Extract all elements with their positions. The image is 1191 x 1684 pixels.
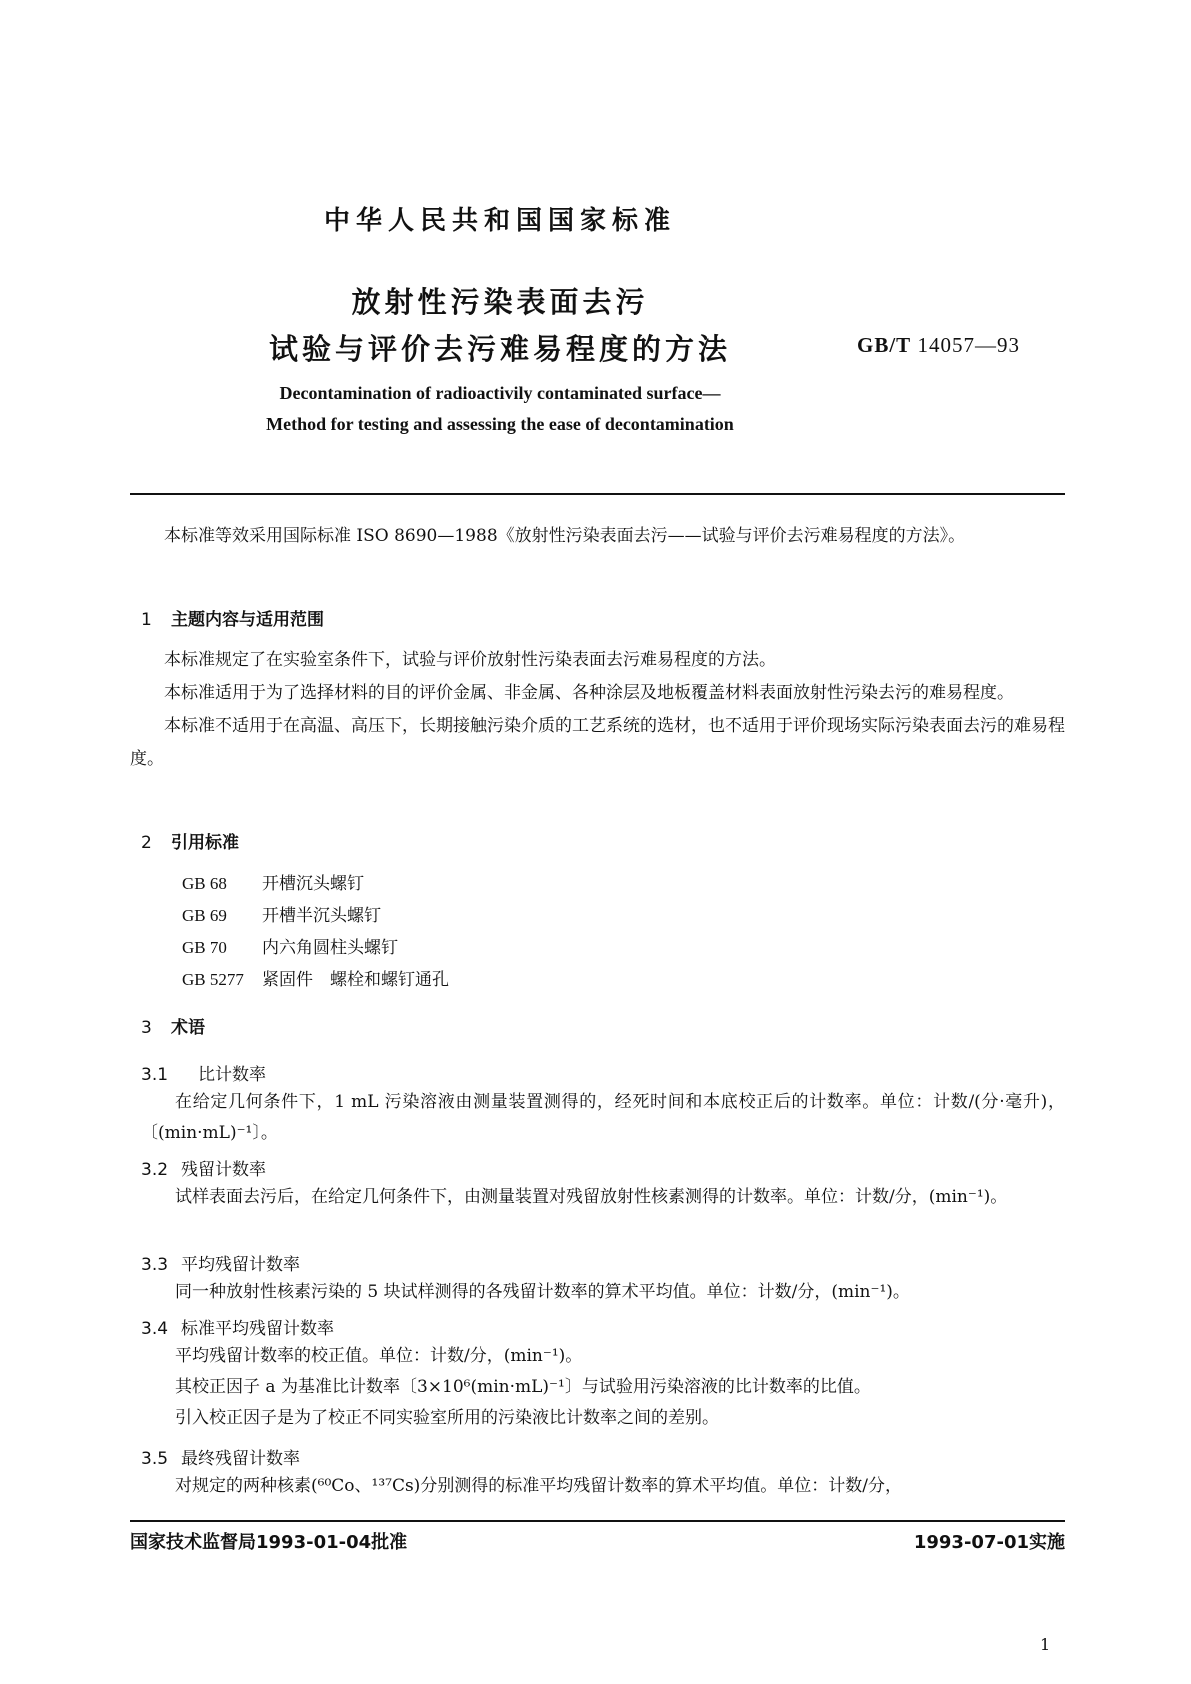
term-3-4-definition — [141, 1341, 1065, 1434]
term-3-5-definition — [141, 1471, 1065, 1502]
term-name: 比计数率 — [198, 1065, 266, 1085]
definition-text: 其校正因子 a 为基准比计数率〔3×10⁶(min·mL)⁻¹〕与试验用污染溶液的比计数率的比值。 — [175, 1377, 871, 1397]
reference-item — [182, 932, 449, 964]
standard-title-line1: 放射性污染表面去污 — [351, 285, 649, 319]
paragraph: 本标准规定了在实验室条件下，试验与评价放射性污染表面去污难易程度的方法。 — [164, 650, 776, 670]
reference-list — [182, 868, 449, 996]
code-number: 14057—93 — [917, 333, 1020, 357]
national-standard-heading: 中华人民共和国国家标准 — [323, 206, 676, 236]
term-3-2-definition — [141, 1182, 1065, 1213]
reference-name: 开槽半沉头螺钉 — [262, 906, 381, 926]
definition-text: 对规定的两种核素(⁶⁰Co、¹³⁷Cs)分别测得的标准平均残留计数率的算术平均值。单位：计数/分， — [175, 1476, 903, 1496]
term-3-3 — [141, 1250, 300, 1275]
section-1-body — [130, 644, 1065, 776]
section-1-heading — [141, 605, 324, 630]
paragraph: 本标准不适用于在高温、高压下，长期接触污染介质的工艺系统的选材，也不适用于评价现场实际污染表面去污的难易程度。 — [130, 716, 1065, 769]
term-3-3-definition — [141, 1277, 1065, 1308]
term-3-1-definition — [141, 1087, 1065, 1149]
reference-code: GB 5277 — [182, 970, 244, 989]
definition-text: 引入校正因子是为了校正不同实验室所用的污染液比计数率之间的差别。 — [175, 1408, 719, 1428]
reference-code: GB 69 — [182, 906, 227, 925]
reference-code: GB 70 — [182, 938, 227, 957]
intro-paragraph — [130, 520, 1065, 553]
reference-name: 开槽沉头螺钉 — [262, 874, 364, 894]
english-title-line2: Method for testing and assessing the ease of decontamination — [266, 414, 734, 434]
term-name: 平均残留计数率 — [181, 1255, 300, 1275]
paragraph: 本标准适用于为了选择材料的目的评价金属、非金属、各种涂层及地板覆盖材料表面放射性污染去污的难易程度。 — [164, 683, 1014, 703]
section-3-heading — [141, 1013, 205, 1038]
term-name: 最终残留计数率 — [181, 1449, 300, 1469]
standard-code — [857, 333, 1020, 358]
section-number: 3 — [141, 1018, 152, 1038]
definition-text: 在给定几何条件下，1 mL 污染溶液由测量装置测得的，经死时间和本底校正后的计数率。单位：计数/(分·毫升)，〔(min·mL)⁻¹〕。 — [141, 1092, 1065, 1143]
reference-name: 内六角圆柱头螺钉 — [262, 938, 398, 958]
reference-code: GB 68 — [182, 874, 227, 893]
english-title-line1: Decontamination of radioactivily contaminated surface— — [279, 383, 721, 403]
section-number: 2 — [141, 833, 152, 853]
definition-text: 试样表面去污后，在给定几何条件下，由测量装置对残留放射性核素测得的计数率。单位：计数/分，(min⁻¹)。 — [175, 1187, 1008, 1207]
effective-date: 1993-07-01实施 — [913, 1532, 1065, 1553]
header-divider — [130, 493, 1065, 495]
reference-item — [182, 964, 449, 996]
definition-text: 同一种放射性核素污染的 5 块试样测得的各残留计数率的算术平均值。单位：计数/分，(min⁻¹)。 — [175, 1282, 910, 1302]
term-3-2 — [141, 1155, 266, 1180]
term-number: 3.5 — [141, 1449, 169, 1469]
term-3-1 — [141, 1060, 266, 1085]
definition-text: 平均残留计数率的校正值。单位：计数/分，(min⁻¹)。 — [175, 1346, 583, 1366]
page-number: 1 — [1040, 1635, 1051, 1654]
approval-info: 国家技术监督局1993-01-04批准 — [130, 1532, 408, 1553]
reference-item — [182, 868, 449, 900]
term-name: 残留计数率 — [181, 1160, 266, 1180]
intro-text: 本标准等效采用国际标准 ISO 8690—1988《放射性污染表面去污——试验与评价去污难易程度的方法》。 — [164, 526, 966, 546]
term-3-4 — [141, 1314, 334, 1339]
term-name: 标准平均残留计数率 — [181, 1319, 334, 1339]
reference-item — [182, 900, 449, 932]
footer-divider — [130, 1520, 1065, 1522]
term-number: 3.2 — [141, 1160, 169, 1180]
section-title: 术语 — [171, 1018, 205, 1038]
section-2-heading — [141, 828, 239, 853]
code-prefix: GB/T — [857, 333, 912, 357]
term-number: 3.1 — [141, 1065, 169, 1085]
term-3-5 — [141, 1444, 300, 1469]
reference-name: 紧固件 螺栓和螺钉通孔 — [262, 970, 449, 990]
term-number: 3.3 — [141, 1255, 169, 1275]
standard-title-line2: 试验与评价去污难易程度的方法 — [268, 332, 731, 366]
section-title: 主题内容与适用范围 — [171, 610, 324, 630]
term-number: 3.4 — [141, 1319, 169, 1339]
section-number: 1 — [141, 610, 152, 630]
section-title: 引用标准 — [171, 833, 239, 853]
